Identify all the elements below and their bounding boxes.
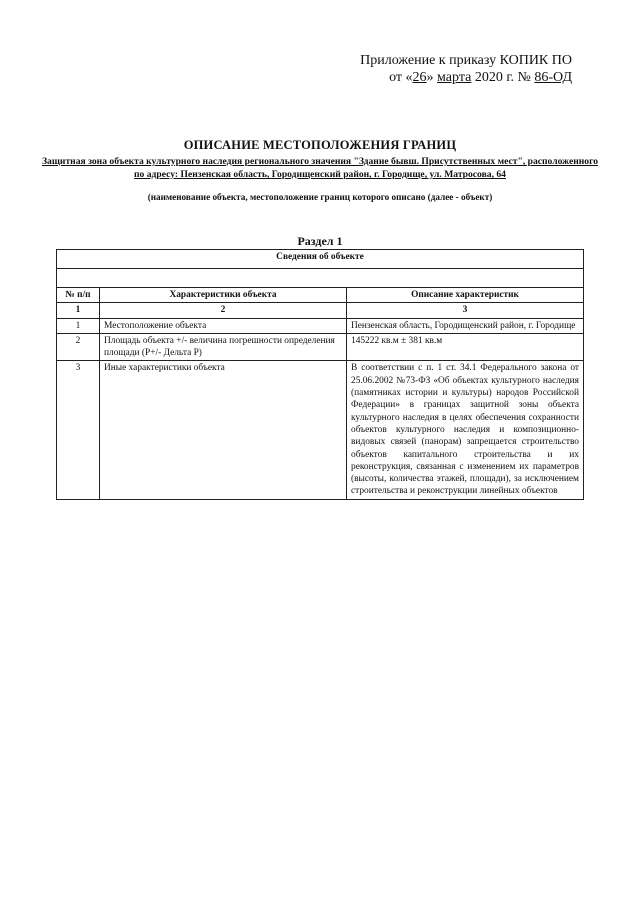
date-prefix: от « [389,70,413,85]
header-characteristic: Характеристики объекта [100,288,347,303]
order-day: 26 [412,70,427,85]
header-description: Описание характеристик [347,288,584,303]
order-year: 2020 г. № [471,70,535,85]
row-description: Пензенская область, Городищенский район, г. Городище [347,318,584,333]
row-characteristic: Местоположение объекта [100,318,347,333]
object-subject: Защитная зона объекта культурного наследия регионального значения "Здание бывш. Присутственных мест", расположенного по адресу: Пензенская область, Городищенский район, г. Городище, ул. Матросова, 64 [41,156,599,180]
table-header-row [57,288,584,303]
table-row [57,361,584,499]
object-info-table [56,249,584,500]
column-number-2: 2 [100,303,347,318]
row-number: 2 [57,333,100,361]
order-reference [360,52,572,86]
row-description: В соответствии с п. 1 ст. 34.1 Федерального закона от 25.06.2002 №73-ФЗ «Об объектах культурного наследия (памятниках истории и культуры) народов Российской Федерации» в границах защитной зоны объекта культурного наследия в целях обеспечения сохранности объектов культурного наследия и композиционно-видовых связей (панорам) запрещается строительство объектов капитального строительства и их реконструкция, связанная с изменением их параметров (высоты, количества этажей, площади), за исключением строительства и реконструкции линейных объектов [347,361,584,499]
row-characteristic: Иные характеристики объекта [100,361,347,499]
table-banner: Сведения об объекте [57,250,584,269]
order-number: 86-ОД [534,70,572,85]
order-reference-line2 [360,69,572,86]
column-number-3: 3 [347,303,584,318]
row-characteristic: Площадь объекта +/- величина погрешности определения площади (Р+/- Дельта Р) [100,333,347,361]
row-number: 1 [57,318,100,333]
section-title: Раздел 1 [297,234,343,248]
table-row [57,333,584,361]
table-blank-row [57,269,584,288]
table-row [57,318,584,333]
row-description: 145222 кв.м ± 381 кв.м [347,333,584,361]
document-title: ОПИСАНИЕ МЕСТОПОЛОЖЕНИЯ ГРАНИЦ [183,138,457,152]
table-column-number-row [57,303,584,318]
subject-hint: (наименование объекта, местоположение границ которого описано (далее - объект) [147,192,493,202]
table-blank-cell [57,269,584,288]
date-separator: » [426,70,438,85]
table-banner-row [57,250,584,269]
column-number-1: 1 [57,303,100,318]
order-month: марта [437,70,472,85]
order-reference-line1: Приложение к приказу КОПИК ПО [360,53,572,68]
row-number: 3 [57,361,100,499]
header-number: № п/п [57,288,100,303]
